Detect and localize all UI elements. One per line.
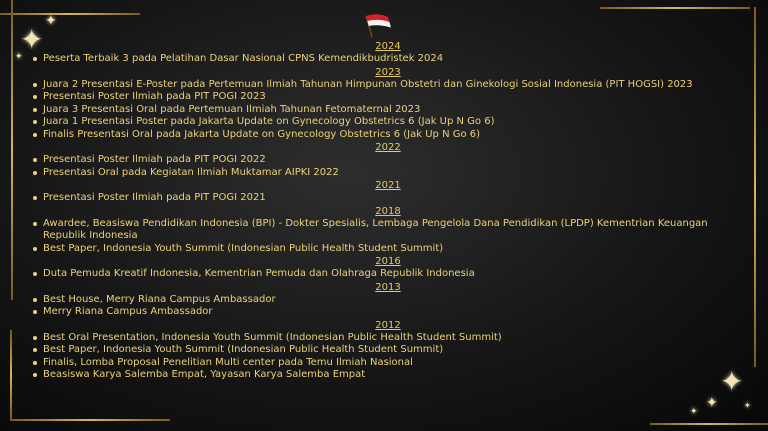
sparkle-icon: ✦ (15, 52, 23, 62)
year-heading: 2024 (375, 41, 401, 52)
list-item: Presentasi Oral pada Kegiatan Ilmiah Muktamar AIPKI 2022 (30, 167, 746, 180)
list-item: Peserta Terbaik 3 pada Pelatihan Dasar Nasional CPNS Kemendikbudristek 2024 (30, 53, 746, 66)
sparkle-icon: ✦ (45, 13, 57, 29)
list-item: Merry Riana Campus Ambassador (30, 306, 746, 319)
frame-bottom-left-v (10, 330, 12, 420)
year-heading: 2012 (375, 319, 401, 331)
frame-left (11, 0, 13, 300)
list-item: Finalis Presentasi Oral pada Jakarta Update on Gynecology Obstetrics 6 (Jak Up N Go 6) (30, 129, 746, 142)
sparkle-icon: ✦ (706, 395, 718, 411)
list-item: Duta Pemuda Kreatif Indonesia, Kementrian Pemuda dan Olahraga Republik Indonesia (30, 268, 746, 281)
list-item: Presentasi Poster Ilmiah pada PIT POGI 2022 (30, 154, 746, 167)
sparkle-icon: ✦ (720, 365, 744, 398)
list-item: Best Paper, Indonesia Youth Summit (Indonesian Public Health Student Summit) (30, 344, 746, 357)
list-item: Awardee, Beasiswa Pendidikan Indonesia (BPI) - Dokter Spesialis, Lembaga Pengelola Dana Pendidikan (LPDP) Kementrian Keuangan Republik Indonesia (30, 218, 746, 243)
frame-top-left (0, 13, 140, 15)
frame-top-right (600, 7, 750, 9)
list-item: Best Paper, Indonesia Youth Summit (Indonesian Public Health Student Summit) (30, 243, 746, 256)
list-item: Finalis, Lomba Proposal Penelitian Multi center pada Temu Ilmiah Nasional (30, 357, 746, 370)
achievement-list (30, 192, 746, 205)
year-heading: 2013 (375, 281, 401, 293)
achievement-list (30, 294, 746, 319)
frame-bottom-left (10, 419, 170, 421)
year-heading: 2021 (375, 180, 401, 191)
list-item: Juara 1 Presentasi Poster pada Jakarta Update on Gynecology Obstetrics 6 (Jak Up N Go 6) (30, 116, 746, 129)
list-item: Beasiswa Karya Salemba Empat, Yayasan Karya Salemba Empat (30, 369, 746, 382)
achievement-list (30, 154, 746, 179)
achievement-list (30, 218, 746, 256)
year-heading: 2022 (375, 142, 401, 153)
sparkle-icon: ✦ (744, 401, 751, 410)
achievements-list (30, 40, 746, 382)
list-item: Best House, Merry Riana Campus Ambassador (30, 294, 746, 307)
list-item: Juara 2 Presentasi E-Poster pada Pertemuan Ilmiah Tahunan Himpunan Obstetri dan Ginekologi Sosial Indonesia (PIT HOGSI) 2023 (30, 79, 746, 92)
year-heading: 2018 (375, 205, 401, 217)
achievement-list (30, 79, 746, 142)
frame-bottom-right (650, 423, 768, 425)
indonesia-flag-icon (362, 12, 392, 38)
year-heading: 2023 (375, 66, 401, 78)
achievement-list (30, 332, 746, 382)
sparkle-icon: ✦ (690, 407, 698, 417)
year-heading: 2016 (375, 256, 401, 267)
list-item: Presentasi Poster Ilmiah pada PIT POGI 2021 (30, 192, 746, 205)
sparkle-icon: ✦ (20, 23, 44, 56)
frame-right (754, 7, 756, 367)
list-item: Juara 3 Presentasi Oral pada Pertemuan Ilmiah Tahunan Fetomaternal 2023 (30, 104, 746, 117)
list-item: Best Oral Presentation, Indonesia Youth Summit (Indonesian Public Health Student Summit) (30, 332, 746, 345)
achievement-list (30, 268, 746, 281)
achievement-list (30, 53, 746, 66)
list-item: Presentasi Poster Ilmiah pada PIT POGI 2023 (30, 91, 746, 104)
